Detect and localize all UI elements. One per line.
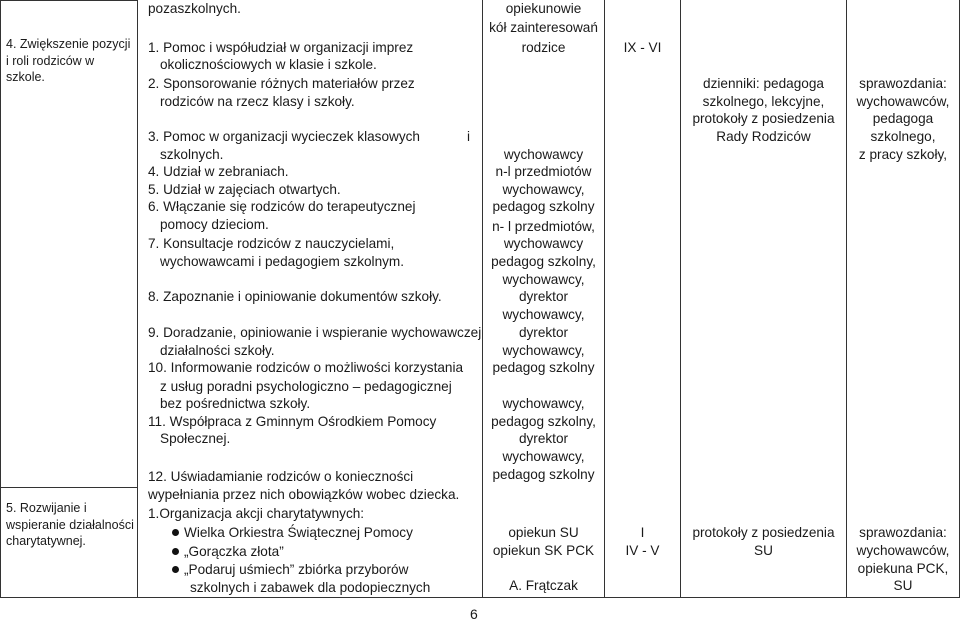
bullet-icon: [172, 566, 179, 573]
bullet-item: [172, 562, 408, 579]
responsible-line: n-l przedmiotów: [495, 164, 592, 179]
responsible-line: wychowawcy,: [502, 343, 585, 358]
bullet-text: „Gorączka złota”: [184, 544, 284, 559]
task-line: 3. Pomoc w organizacji wycieczek klasowych: [148, 129, 420, 144]
task-line: 7. Konsultacje rodziców z nauczycielami,: [148, 236, 395, 251]
evidence-line: szkolnego, lekcyjne,: [702, 94, 825, 109]
report-line: szkolnego,: [870, 129, 936, 144]
column-divider: [604, 0, 605, 598]
task-line: 2. Sponsorowanie różnych materiałów przez: [148, 76, 415, 91]
task-line: wypełniania przez nich obowiązków wobec dziecka.: [148, 487, 460, 502]
evidence-line: protokoły z posiedzenia: [692, 111, 835, 126]
table-row-separator: [0, 487, 138, 488]
report-line: opiekuna PCK,: [857, 561, 949, 576]
task-line: 11. Współpraca z Gminnym Ośrodkiem Pomocy: [148, 414, 437, 429]
table-row-separator: [0, 0, 138, 1]
responsible-line: wychowawcy,: [502, 449, 585, 464]
bullet-item: [172, 525, 413, 542]
responsible-line: wychowawcy,: [502, 396, 585, 411]
bullet-item: [172, 544, 284, 561]
responsible-line: dyrektor: [518, 325, 569, 340]
table-border-left: [0, 0, 1, 598]
task-line: 10. Informowanie rodziców o możliwości korzystania: [148, 360, 464, 375]
responsible-line: A. Frątczak: [509, 578, 578, 593]
report-line: wychowawców,: [856, 94, 950, 109]
responsible-line: kół zainteresowań: [489, 20, 598, 35]
column-divider: [137, 0, 138, 598]
report-line: wychowawców,: [856, 543, 950, 558]
task-line: Społecznej.: [160, 431, 231, 446]
task-line: okolicznościowych w klasie i szkole.: [160, 57, 377, 72]
responsible-line: wychowawcy,: [502, 272, 585, 287]
task-line: i: [467, 129, 471, 144]
responsible-line: wychowawcy,: [502, 182, 585, 197]
task-line: rodziców na rzecz klasy i szkoły.: [160, 94, 355, 109]
responsible-line: pedagog szkolny: [492, 360, 595, 375]
report-line: sprawozdania:: [859, 76, 947, 91]
task-line: 5. Udział w zajęciach otwartych.: [148, 182, 341, 197]
page-number: 6: [470, 606, 478, 622]
responsible-line: pedagog szkolny: [492, 467, 595, 482]
evidence-line: Rady Rodziców: [716, 129, 811, 144]
responsible-line: wychowawcy: [503, 147, 584, 162]
task-line: 1. Pomoc i współudział w organizacji imprez: [148, 40, 414, 55]
responsible-line: opiekunowie: [505, 1, 582, 16]
report-line: SU: [893, 578, 913, 593]
task-line: z usług poradni psychologiczno – pedagogicznej: [160, 379, 452, 394]
term-cell: I: [640, 525, 645, 540]
task-line: 4. Udział w zebraniach.: [148, 164, 289, 179]
report-line: z pracy szkoły,: [858, 147, 948, 162]
row-label: 4. Zwiększenie pozycji i roli rodziców w szkole.: [6, 37, 131, 84]
bullet-text: „Podaruj uśmiech” zbiórka przyborów: [184, 562, 409, 577]
task-line: 6. Włączanie się rodziców do terapeutycznej: [148, 199, 416, 214]
task-line: 12. Uświadamianie rodziców o konieczności: [148, 469, 414, 484]
responsible-line: pedagog szkolny,: [491, 414, 596, 429]
row-label: 5. Rozwijanie i wspieranie działalności charytatywnej.: [6, 501, 134, 548]
responsible-line: n- l przedmiotów,: [492, 219, 595, 234]
term-cell: IX - VI: [623, 40, 662, 55]
responsible-line: opiekun SK PCK: [492, 543, 595, 558]
responsible-line: wychowawcy,: [502, 307, 585, 322]
task-line: bez pośrednictwa szkoły.: [160, 396, 311, 411]
bullet-continuation: szkolnych i zabawek dla podopiecznych: [190, 580, 431, 595]
task-line: pomocy dzieciom.: [160, 217, 269, 232]
task-line: działalności szkoły.: [160, 343, 275, 358]
report-line: pedagoga: [872, 111, 934, 126]
responsible-line: rodzice: [521, 40, 566, 55]
task-line: wychowawcami i pedagogiem szkolnym.: [160, 254, 405, 269]
evidence-line: dzienniki: pedagoga: [703, 76, 824, 91]
evidence-line: protokoły z posiedzenia: [692, 525, 835, 540]
table-border-bottom: [0, 597, 960, 598]
term-cell: IV - V: [625, 543, 660, 558]
report-line: sprawozdania:: [859, 525, 947, 540]
task-line: pozaszkolnych.: [148, 1, 241, 16]
bullet-icon: [172, 548, 179, 555]
task-line: 9. Doradzanie, opiniowanie i wspieranie wychowawczej: [148, 325, 482, 340]
task-line: 8. Zapoznanie i opiniowanie dokumentów szkoły.: [148, 289, 442, 304]
responsible-line: wychowawcy: [503, 236, 584, 251]
responsible-line: pedagog szkolny,: [491, 254, 596, 269]
bullet-icon: [172, 529, 179, 536]
responsible-line: dyrektor: [518, 431, 569, 446]
responsible-line: opiekun SU: [508, 525, 579, 540]
bullet-text: Wielka Orkiestra Świątecznej Pomocy: [184, 525, 413, 540]
evidence-line: SU: [754, 543, 773, 558]
task-line: 1.Organizacja akcji charytatywnych:: [148, 506, 365, 521]
responsible-line: pedagog szkolny: [492, 199, 595, 214]
task-line: szkolnych.: [160, 147, 224, 162]
responsible-line: dyrektor: [518, 289, 569, 304]
